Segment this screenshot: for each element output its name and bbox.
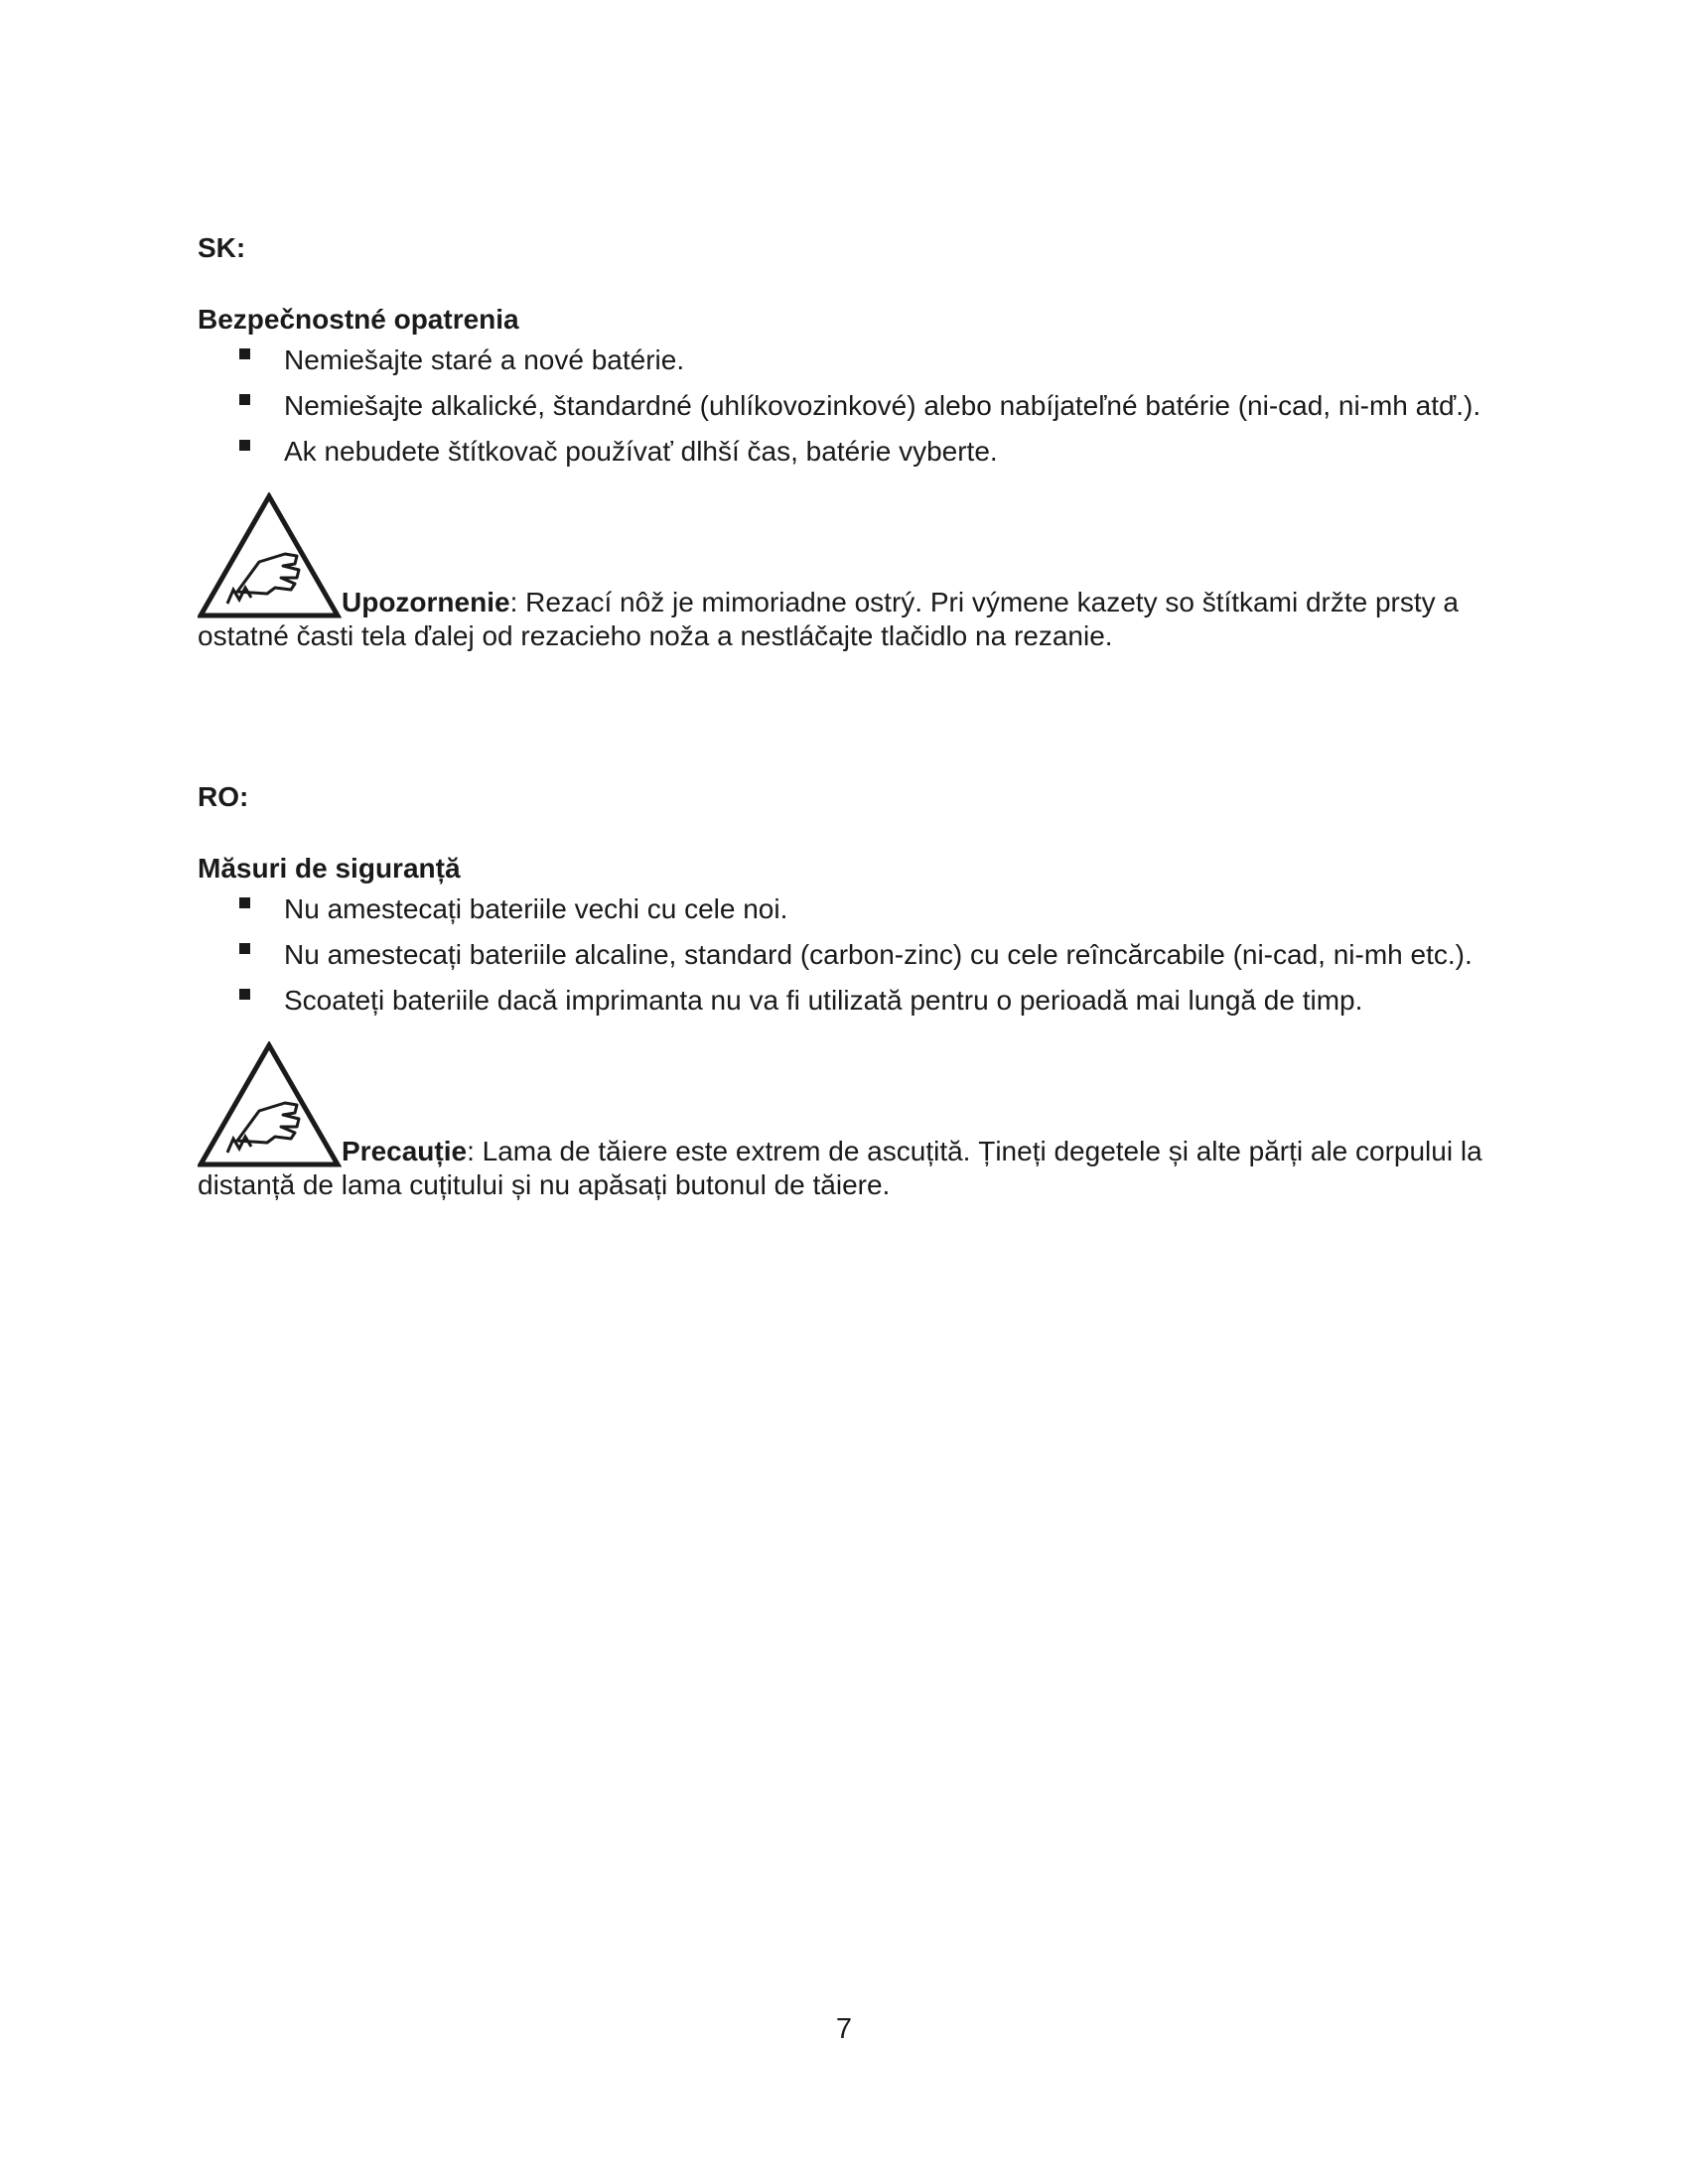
bullet-list	[198, 892, 1508, 1018]
bullet-icon	[239, 897, 250, 908]
warning-text: : Rezací nôž je mimoriadne ostrý. Pri výmene kazety so štítkami držte prsty a ostatné časti tela ďalej od rezacieho noža a nestláčajte tlačidlo na rezanie.	[198, 587, 1459, 651]
bullet-list	[198, 343, 1508, 469]
warning-title: Precauție	[342, 1136, 468, 1166]
list-item: Scoateți bateriile dacă imprimanta nu va fi utilizată pentru o perioadă mai lungă de timp.	[198, 984, 1508, 1018]
section-heading: Măsuri de siguranță	[198, 853, 461, 884]
list-item: Ak nebudete štítkovač používať dlhší čas, batérie vyberte.	[198, 435, 1508, 469]
section-sk	[198, 232, 1508, 653]
page-number: 7	[835, 2013, 853, 2045]
list-item: Nu amestecați bateriile alcaline, standard (carbon-zinc) cu cele reîncărcabile (ni-cad, ni-mh etc.).	[198, 938, 1508, 972]
bullet-icon	[239, 989, 250, 1000]
list-item: Nemiešajte alkalické, štandardné (uhlíkovozinkové) alebo nabíjateľné batérie (ni-cad, ni-mh atď.).	[198, 389, 1508, 423]
warning-title: Upozornenie	[342, 587, 510, 617]
sharp-blade-warning-icon	[198, 1041, 342, 1168]
language-code: SK:	[198, 232, 246, 263]
language-code: RO:	[198, 781, 249, 812]
section-heading: Bezpečnostné opatrenia	[198, 304, 519, 335]
warning-block	[198, 492, 1508, 653]
bullet-icon	[239, 348, 250, 359]
section-ro	[198, 781, 1508, 1202]
warning-text: : Lama de tăiere este extrem de ascuțită. Țineți degetele și alte părți ale corpului la distanță de lama cuțitului și nu apăsați butonul de tăiere.	[198, 1136, 1482, 1200]
bullet-icon	[239, 394, 250, 405]
list-item: Nu amestecați bateriile vechi cu cele noi.	[198, 892, 1508, 926]
list-item: Nemiešajte staré a nové batérie.	[198, 343, 1508, 377]
warning-block	[198, 1041, 1508, 1202]
bullet-icon	[239, 943, 250, 954]
bullet-icon	[239, 440, 250, 451]
sharp-blade-warning-icon	[198, 492, 342, 619]
